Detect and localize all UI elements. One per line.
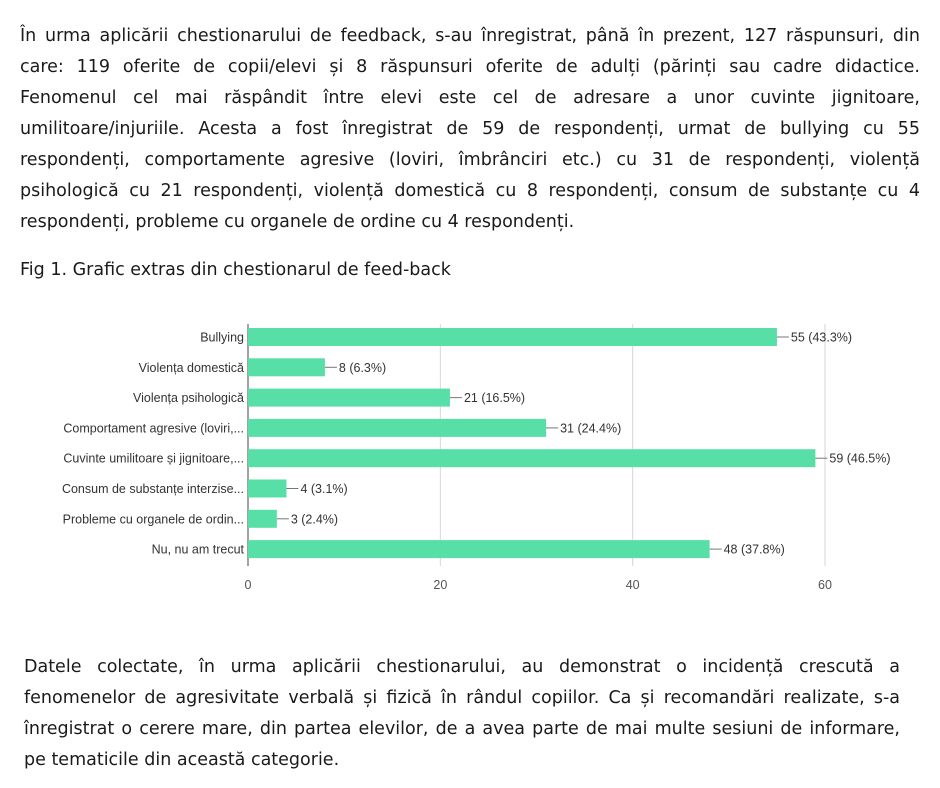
data-label: 21 (16.5%) — [463, 391, 526, 406]
x-tick-label: 40 — [625, 578, 640, 592]
data-label: 59 (46.5%) — [829, 451, 891, 466]
category-label: Comportament agresive (loviri,... — [63, 421, 244, 436]
category-label: Bullying — [200, 330, 244, 345]
category-label: Violența domestică — [138, 360, 244, 375]
category-label: Consum de substanțe interzise... — [61, 482, 244, 496]
bar — [248, 358, 325, 376]
bar-chart-svg — [0, 300, 940, 610]
conclusion-paragraph: Datele colectate, în urma aplicării chestionarului, au demonstrat o incidență crescută a fenomenelor de agresivitate verbală și fizică în rândul copiilor. Ca și recomandări realizate, s-a înregistrat o cerere mare, din partea elevilor, de a avea parte de mai multe sesiuni de informare, pe tematicile din această categorie. — [24, 657, 900, 770]
data-label: 8 (6.3%) — [338, 360, 387, 375]
data-label: 3 (2.4%) — [290, 512, 339, 527]
category-label: Nu, nu am trecut — [151, 542, 244, 557]
bar — [248, 419, 546, 437]
category-label: Probleme cu organele de ordin... — [62, 512, 244, 527]
intro-paragraph: În urma aplicării chestionarului de feedback, s-au înregistrat, până în prezent, 127 răspunsuri, din care: 119 oferite de copii/elevi și 8 răspunsuri oferite de adulți (părinți sau cadre didactice. Fenomenul cel mai răspândit între elevi este cel de adresare a unor cuvinte jignitoare, umilitoare/injuriile. Acesta a fost înregistrat de 59 de respondenți, urmat de bullying cu 55 respondenți, comportamente agresive (loviri, îmbrânciri etc.) cu 31 de respondenți, violență psihologică cu 21 respondenți, violență domestică cu 8 respondenți, consum de substanțe cu 4 respondenți, probleme cu organele de ordine cu 4 respondenți. — [20, 26, 920, 232]
data-label: 48 (37.8%) — [723, 542, 785, 557]
bar — [248, 540, 710, 558]
bar — [248, 449, 815, 467]
data-label: 4 (3.1%) — [300, 482, 348, 496]
category-label: Violența psihologică — [133, 391, 244, 406]
bar — [248, 510, 277, 528]
x-tick-label: 0 — [244, 578, 252, 592]
x-tick-label: 20 — [433, 578, 448, 592]
bar — [248, 328, 777, 346]
x-tick-label: 60 — [818, 578, 832, 592]
category-label: Cuvinte umilitoare și jignitoare,... — [63, 451, 244, 466]
data-label: 55 (43.3%) — [790, 330, 853, 345]
bar — [248, 480, 286, 498]
figure-caption: Fig 1. Grafic extras din chestionarul de feed-back — [20, 260, 451, 280]
bar-chart — [0, 300, 940, 610]
bar — [248, 389, 450, 407]
data-label: 31 (24.4%) — [560, 421, 622, 436]
